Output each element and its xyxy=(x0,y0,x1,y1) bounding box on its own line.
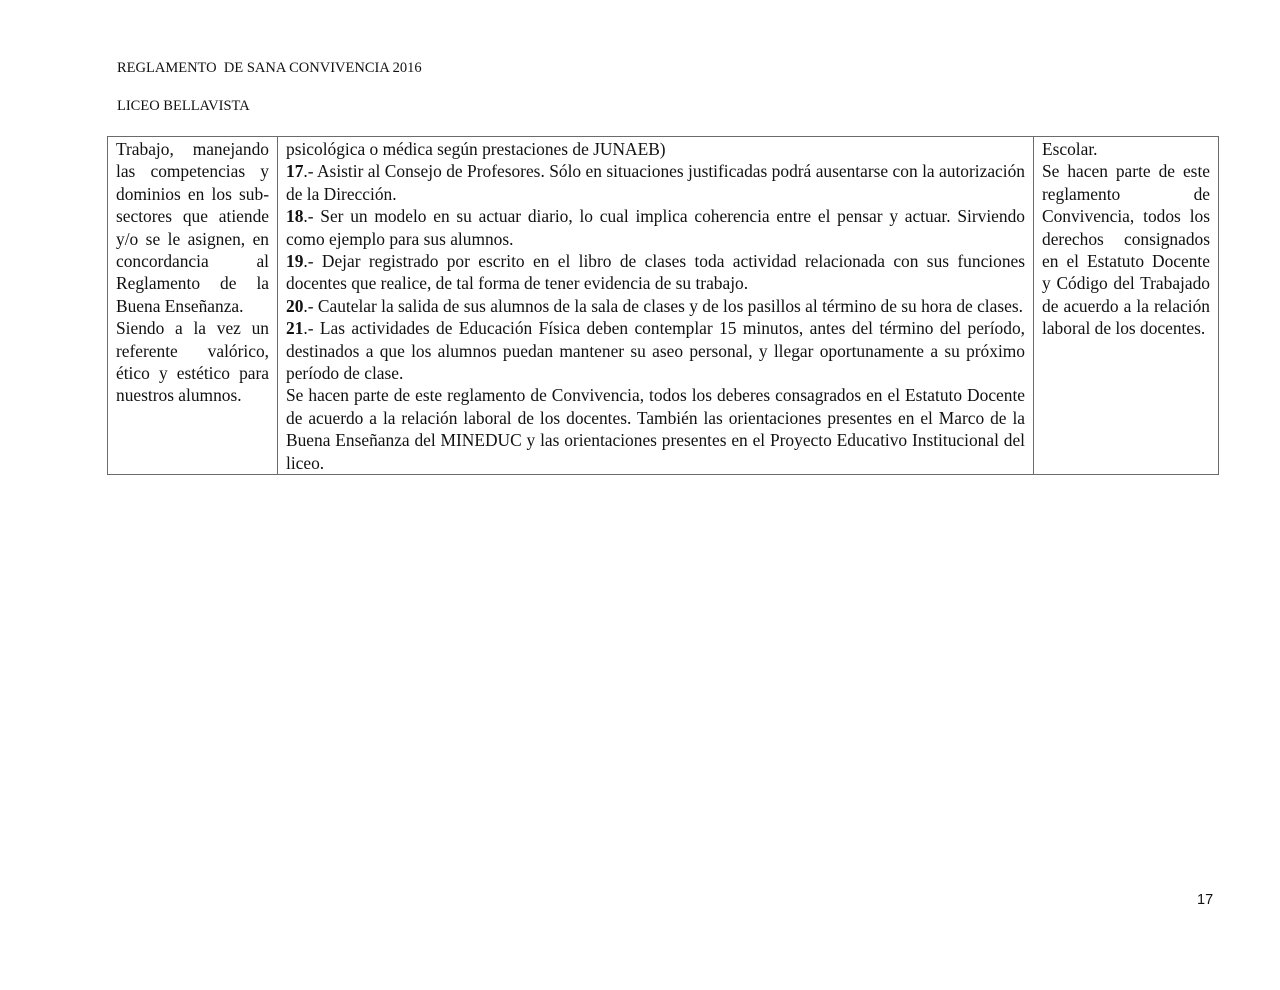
page-number: 17 xyxy=(1197,892,1214,908)
duty-item-20 xyxy=(286,295,1025,317)
rights-paragraph: Escolar. xyxy=(1042,139,1098,159)
profile-paragraph: Siendo a la vez un referente valórico, ético y estético para nuestros alumnos. xyxy=(116,318,269,406)
duty-item-18 xyxy=(286,205,1025,250)
rights-paragraph: Se hacen parte de este reglamento de Convivencia, todos los derechos consignados en el Estatuto Docente y Código del Trabajado de acuerdo a la relación laboral de los docentes. xyxy=(1042,161,1210,339)
rights-cell xyxy=(1034,137,1219,475)
duty-item-21 xyxy=(286,317,1025,384)
document-title: REGLAMENTO DE SANA CONVIVENCIA 2016 xyxy=(117,60,422,76)
profile-paragraph: Trabajo, manejando las competencias y dominios en los sub-sectores que atiende y/o se le asignen, en concordancia al Reglamento de la Buena Enseñanza. xyxy=(116,139,269,316)
regulation-table xyxy=(107,136,1219,475)
duty-number: 19 xyxy=(286,251,304,272)
duties-closing: Se hacen parte de este reglamento de Convivencia, todos los deberes consagrados en el Estatuto Docente de acuerdo a la relación laboral de los docentes. También las orientaciones presentes en el Marco de la Buena Enseñanza del MINEDUC y las orientaciones presentes en el Proyecto Educativo Institucional del liceo. xyxy=(286,385,1025,473)
duties-intro: psicológica o médica según prestaciones de JUNAEB) xyxy=(286,139,666,159)
duty-text: .- Dejar registrado por escrito en el libro de clases toda actividad relacionada con sus funciones docentes que realice, de tal forma de tener evidencia de su trabajo. xyxy=(286,251,1025,294)
duty-item-17 xyxy=(286,160,1025,205)
duty-number: 20 xyxy=(286,295,304,316)
duty-item-19 xyxy=(286,250,1025,295)
duty-text: .- Asistir al Consejo de Profesores. Sólo en situaciones justificadas podrá ausentarse con la autorización de la Dirección. xyxy=(286,161,1025,204)
profile-cell xyxy=(108,137,278,475)
duty-number: 18 xyxy=(286,206,304,227)
school-name: LICEO BELLAVISTA xyxy=(117,98,250,114)
duty-number: 21 xyxy=(286,318,304,339)
duty-text: .- Cautelar la salida de sus alumnos de la sala de clases y de los pasillos al término de su hora de clases. xyxy=(303,295,1023,316)
duty-text: .- Las actividades de Educación Física deben contemplar 15 minutos, antes del término del período, destinados a que los alumnos puedan mantener su aseo personal, y llegar oportunamente a su próximo período de clase. xyxy=(286,318,1025,384)
duty-text: .- Ser un modelo en su actuar diario, lo cual implica coherencia entre el pensar y actuar. Sirviendo como ejemplo para sus alumnos. xyxy=(286,206,1025,249)
table-row xyxy=(108,137,1219,475)
duty-number: 17 xyxy=(286,161,304,182)
duties-cell xyxy=(278,137,1034,475)
